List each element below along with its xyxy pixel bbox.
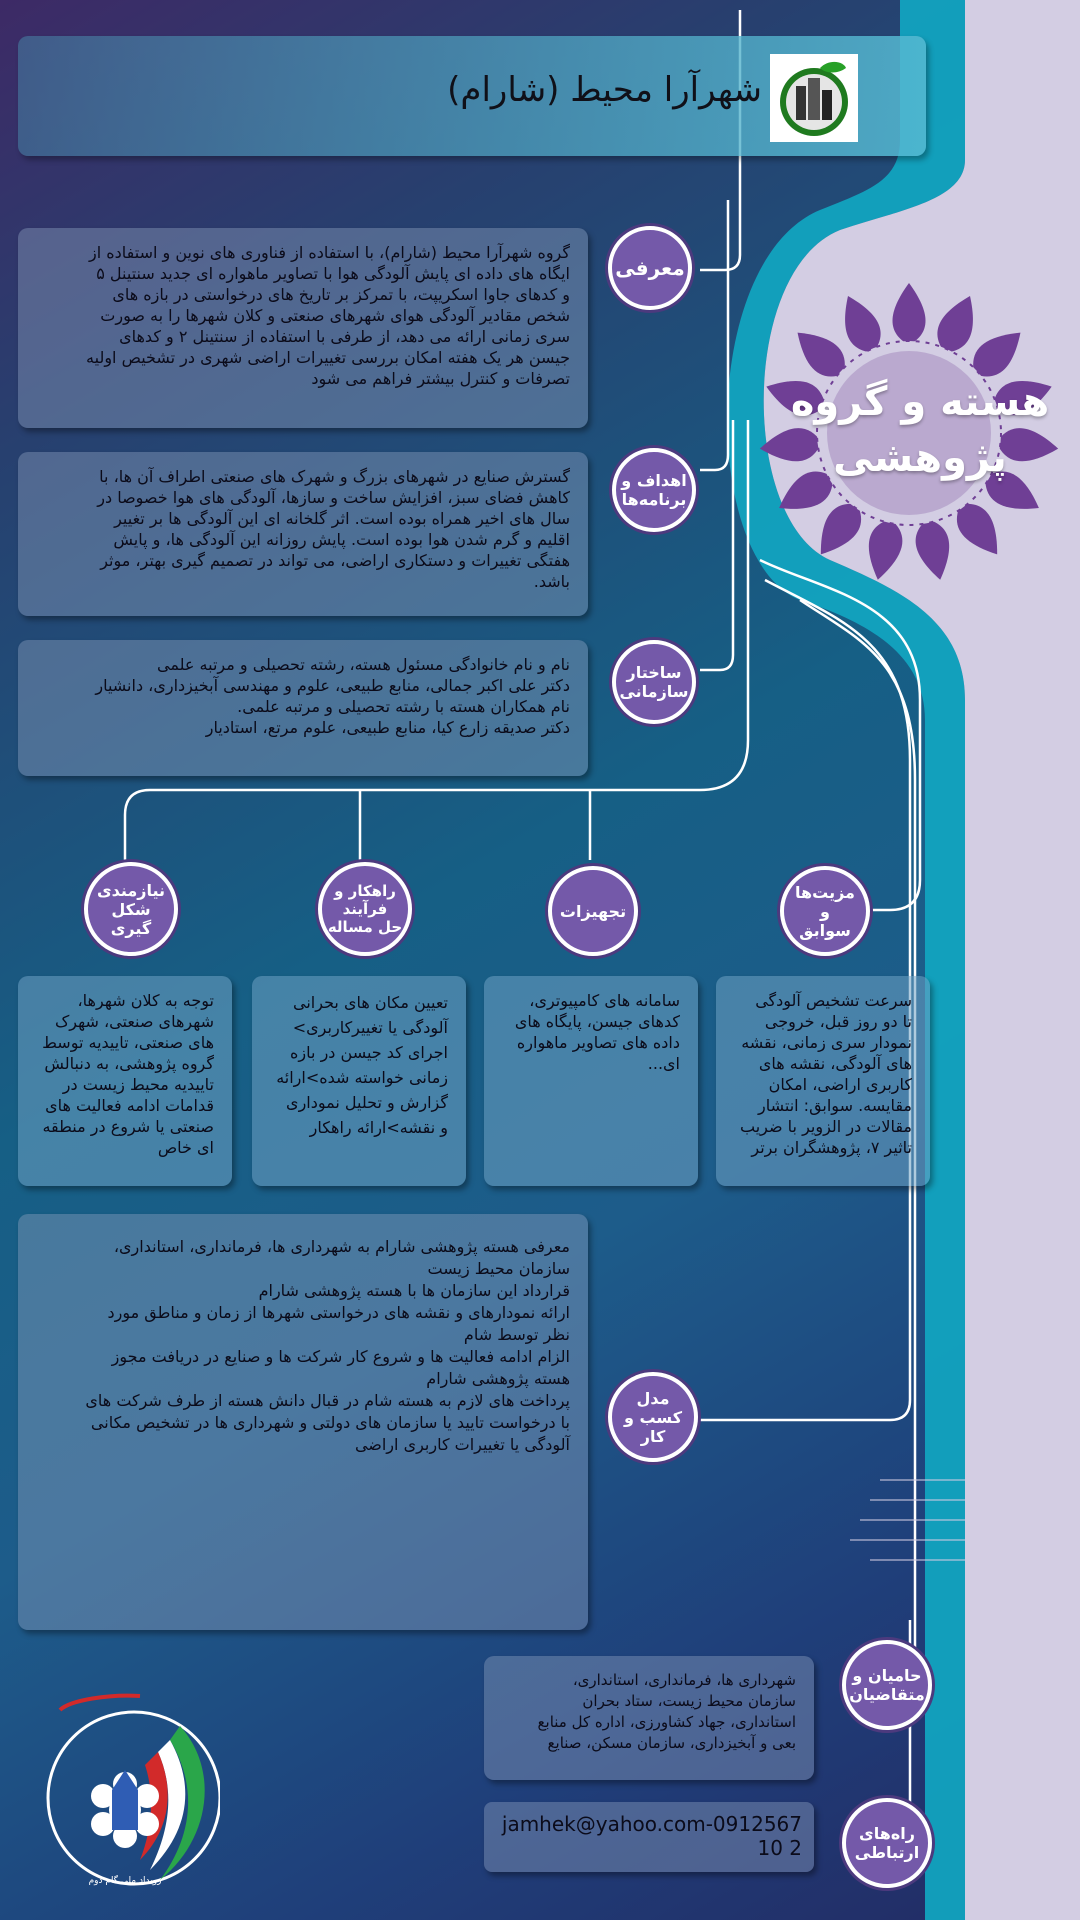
university-emblem-icon [30,1690,220,1900]
sponsors-text: شهرداری ها، فرمانداری، استانداری، سازمان محیط زیست، ستاد بحران استانداری، جهاد کشاورزی، اداره کل منابع بعی و آبخیزداری، سازمان مسکن، صنایع [484,1656,814,1780]
business-badge: مدل کسب و کار [608,1372,698,1462]
equipment-badge: تجهیزات [548,866,638,956]
contact-email[interactable]: jamhek@yahoo.com-091256710 2 [484,1802,814,1872]
need-badge: نیازمندی شکل گیری [84,862,178,956]
page-title: شهرآرا محیط (شارام) [447,70,762,110]
goals-badge: اهداف و برنامه‌ها [612,448,696,532]
emblem-caption: رویداد ملی گام دوم [88,1876,162,1886]
advantages-text: سرعت تشخیص آلودگی تا دو روز قبل، خروجی نمودار سری زمانی، نقشه های آلودگی، نقشه های کاربری اراضی، امکان مقایسه. سوابق: انتشار مقالات در الزویر با ضریب تاثیر ۷، پژوهشگران برتر [716,976,930,1186]
need-text: توجه به کلان شهرها، شهرهای صنعتی، شهرک های صنعتی، تاییدیه توسط گروه پژوهشی، به دنبالش تاییدیه محیط زیست در قدامات ادامه فعالیت های صنعتی یا شروع در منطقه ای خاص [18,976,232,1186]
city-leaf-logo [770,54,858,142]
solution-badge: راهکار و فرآیند حل مساله [318,862,412,956]
solution-text: تعیین مکان های بحرانی آلودگی یا تغییرکاربری> اجرای کد جیسن در بازه زمانی خواسته شده>ارائه گزارش و تحلیل نموداری و نقشه>ارائه راهکار [252,976,466,1186]
advantages-badge: مزیت‌ها و سوابق [780,866,870,956]
goals-text: گسترش صنایع در شهرهای بزرگ و شهرک های صنعتی اطراف آن ها، با کاهش فضای سبز، افزایش ساخت و سازها، آلودگی های هوا خصوصا در سال های اخیر همراه بوده است. اثر گلخانه ای این آلودگی ها بر تغییر اقلیم و گرم شدن هوا بوده است. پایش روزانه این آلودگی ها، و پایش هفتگی تغییرات و دستکاری اراضی، می تواند در تصمیم گیری بهتر، موثر باشد. [18,452,588,616]
emblem-title: هسته و گروه پژوهشی [790,379,1050,481]
structure-badge: ساختار سازمانی [612,640,696,724]
intro-badge: معرفی [608,226,692,310]
city-logo-icon [770,54,858,142]
equipment-text: سامانه های کامپیوتری، کدهای جیسن، پایگاه های داده های تصاویر ماهواره ای... [484,976,698,1186]
intro-text: گروه شهرآرا محیط (شارام)، با استفاده از فناوری های نوین و استفاده از ایگاه های داده ای پایش آلودگی هوا با تصاویر ماهواره ای جدید سنتینل ۵ و کدهای جاوا اسکریپت، با تمرکز بر تاریخ های درخواستی در بازه های شخص مقادیر آلودگی هوای شهرهای صنعتی و کلان شهرها را به صورت سری زمانی ارائه می دهد، از طرفی با استفاده از سنتینل ۲ و کدهای جیسن هر یک هفته امکان بررسی تغییرات اراضی شهری در تشخیص اولیه تصرفات و کنترل بیشتر فراهم می شود [18,228,588,428]
structure-text: نام و نام خانوادگی مسئول هسته، رشته تحصیلی و مرتبه علمی دکتر علی اکبر جمالی، منابع طبیعی، علوم و مهندسی آبخیزداری، دانشیار نام همکاران هسته با رشته تحصیلی و مرتبه علمی. دکتر صدیقه زارع کیا، منابع طبیعی، علوم مرتع، استادیار [18,640,588,776]
sponsors-badge: حامیان و متقاضیان [842,1640,932,1730]
contact-badge: راه‌های ارتباطی [842,1798,932,1888]
business-text: معرفی هسته پژوهشی شارام به شهرداری ها، فرمانداری، استانداری، سازمان محیط زیست قرارداد این سازمان ها با هسته پژوهشی شارام ارائه نمودارهای و نقشه های درخواستی شهرها از زمان و مناطق مورد نظر توسط شام الزام ادامه فعالیت ها و شروع کار شرکت ها و صنایع در دریافت مجوز هسته پژوهشی شارام پرداخت های لازم به هسته شام در قبال دانش هسته از طرف شرکت های با درخواست تایید یا سازمان های دولتی و شهرداری ها در تشخیص مکانی آلودگی یا تغییرات کاربری اراضی [18,1214,588,1630]
